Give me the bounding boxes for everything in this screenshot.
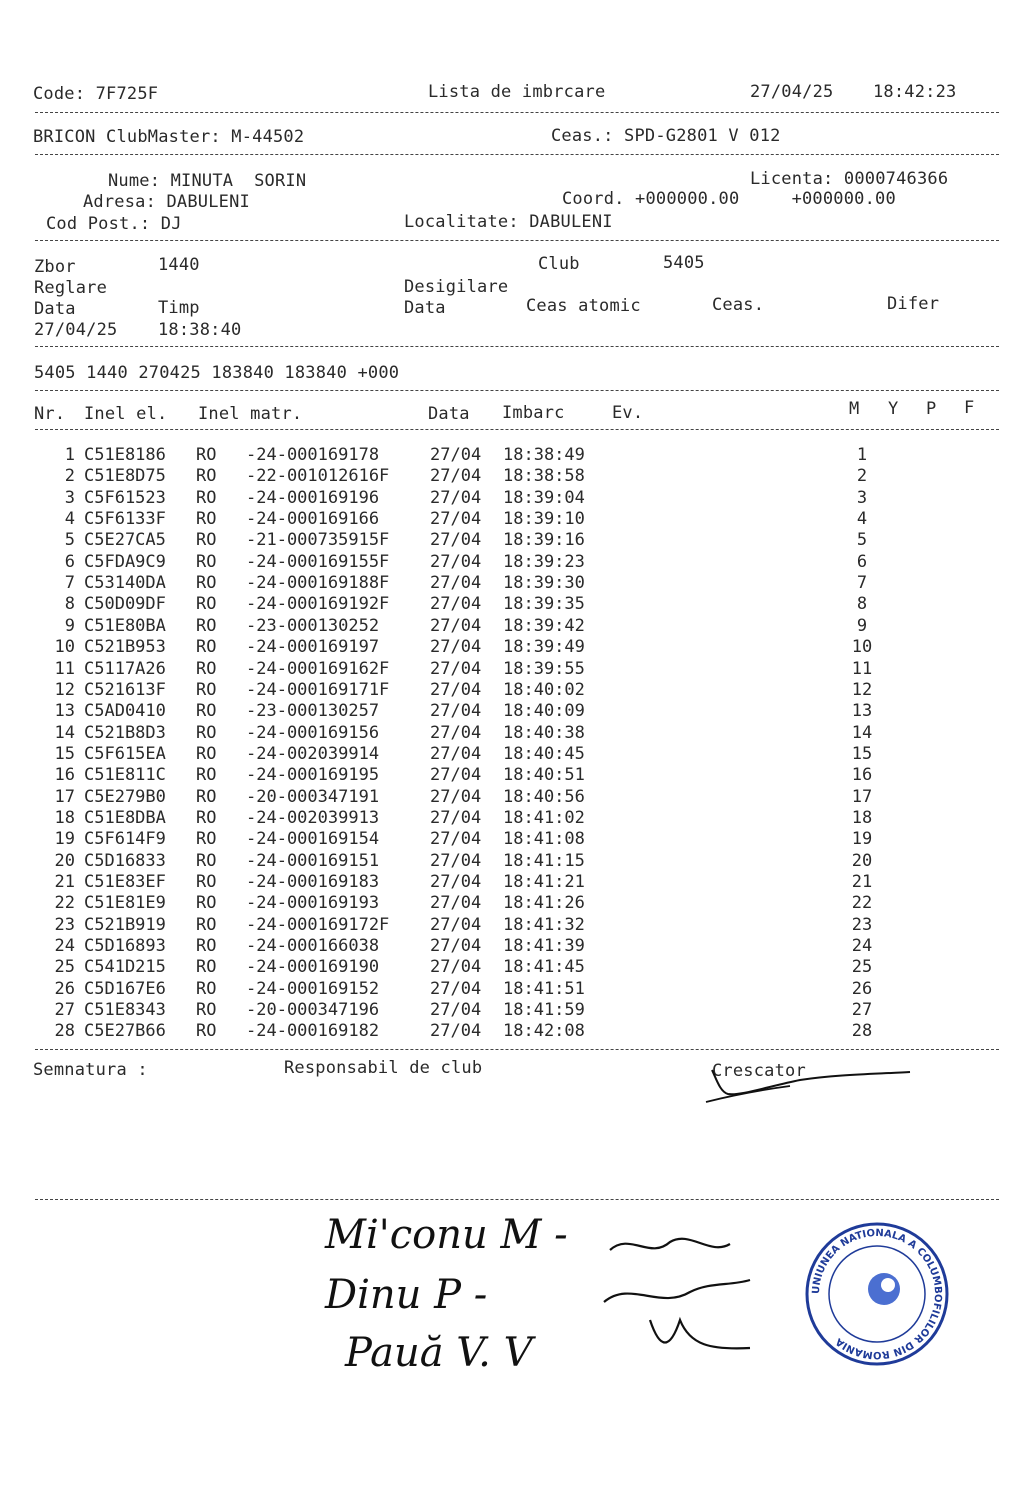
- position-m: 25: [851, 957, 873, 978]
- row-number: 25: [54, 957, 75, 978]
- code-label: Code: 7F725F: [33, 84, 159, 104]
- arrival-time: 18:39:55: [503, 658, 585, 679]
- country-code: RO: [196, 957, 217, 978]
- col-data: Data: [428, 404, 470, 424]
- arrival-time: 18:41:51: [503, 978, 585, 999]
- row-number: 5: [64, 530, 75, 551]
- country-code: RO: [196, 573, 217, 594]
- arrival-date: 27/04: [430, 893, 482, 914]
- position-m: 26: [851, 978, 873, 999]
- arrival-date: 27/04: [430, 1000, 482, 1021]
- arrival-time: 18:38:49: [503, 445, 585, 465]
- position-m: 12: [851, 679, 873, 700]
- ring-number: -24-000169154: [246, 829, 380, 850]
- difference-label: Difer: [887, 294, 940, 314]
- country-code: RO: [196, 807, 217, 828]
- electronic-ring: C51E80BA: [84, 615, 166, 636]
- table-row: [0, 680, 1024, 701]
- col-imbarc: Imbarc: [502, 403, 565, 423]
- owner-locality: Localitate: DABULENI: [404, 212, 613, 232]
- handwritten-line-3: Pauă V. V: [345, 1330, 546, 1376]
- arrival-time: 18:40:38: [503, 722, 585, 743]
- electronic-ring: C5F614F9: [84, 829, 166, 850]
- table-row: [0, 893, 1024, 914]
- table-row: [0, 552, 1024, 573]
- country-code: RO: [196, 743, 217, 764]
- row-number: 26: [54, 978, 75, 999]
- signature-label: Semnatura :: [33, 1060, 148, 1080]
- table-row: [0, 1021, 1024, 1042]
- club-label: Club: [538, 254, 580, 274]
- position-m: 14: [851, 722, 873, 743]
- clock-label: Ceas.: SPD-G2801 V 012: [551, 126, 781, 146]
- position-m: 19: [851, 829, 873, 850]
- ring-number: -24-000169152: [246, 978, 380, 999]
- arrival-date: 27/04: [430, 573, 482, 594]
- summary-line: 5405 1440 270425 183840 183840 +000: [34, 363, 400, 383]
- table-row: [0, 573, 1024, 594]
- electronic-ring: C5F61523: [84, 487, 166, 508]
- position-m: 13: [851, 701, 873, 722]
- ring-number: -24-000169195: [246, 765, 380, 786]
- arrival-date: 27/04: [430, 509, 482, 530]
- country-code: RO: [196, 936, 217, 957]
- position-m: 21: [851, 872, 873, 892]
- desigilare-label: Desigilare: [404, 277, 509, 297]
- row-number: 20: [54, 850, 75, 871]
- row-number: 27: [54, 1000, 75, 1021]
- header-time: 18:42:23: [873, 82, 957, 102]
- position-m: 11: [851, 658, 873, 679]
- table-row: [0, 936, 1024, 957]
- row-number: 1: [64, 445, 75, 465]
- table-row: [0, 872, 1024, 893]
- owner-postcode: Cod Post.: DJ: [46, 214, 182, 234]
- table-row: [0, 915, 1024, 936]
- position-m: 24: [851, 936, 873, 957]
- arrival-date: 27/04: [430, 978, 482, 999]
- table-row: [0, 723, 1024, 744]
- electronic-ring: C521613F: [84, 679, 166, 700]
- arrival-time: 18:41:02: [503, 807, 585, 828]
- electronic-ring: C5E27B66: [84, 1021, 166, 1042]
- ring-number: -23-000130252: [246, 615, 380, 636]
- electronic-ring: C51E81E9: [84, 893, 166, 914]
- row-number: 10: [54, 637, 75, 658]
- ring-number: -24-000169155F: [246, 551, 390, 572]
- ring-number: -24-000169193: [246, 893, 380, 914]
- position-m: 7: [856, 573, 868, 594]
- electronic-ring: C51E8D75: [84, 466, 166, 487]
- timp-label: Timp: [158, 298, 200, 318]
- position-m: 15: [851, 743, 873, 764]
- row-number: 3: [64, 487, 75, 508]
- owner-name: Nume: MINUTA SORIN: [108, 171, 307, 191]
- header-date: 27/04/25: [750, 82, 834, 102]
- row-number: 22: [54, 893, 75, 914]
- table-row: [0, 979, 1024, 1000]
- ring-number: -20-000347196: [246, 1000, 380, 1021]
- row-number: 8: [64, 594, 75, 615]
- ring-number: -24-000169183: [246, 872, 380, 892]
- arrival-date: 27/04: [430, 530, 482, 551]
- clock2-label: Ceas.: [712, 295, 765, 315]
- ring-number: -24-000169196: [246, 487, 380, 508]
- country-code: RO: [196, 701, 217, 722]
- electronic-ring: C5AD0410: [84, 701, 166, 722]
- position-m: 22: [851, 893, 873, 914]
- stamp-text: UNIUNEA NATIONALA A COLUMBOFILILOR DIN ROMANIA: [810, 1227, 944, 1361]
- arrival-date: 27/04: [430, 445, 482, 465]
- electronic-ring: C5D16833: [84, 850, 166, 871]
- country-code: RO: [196, 786, 217, 807]
- arrival-time: 18:39:10: [503, 509, 585, 530]
- data-label: Data: [34, 299, 76, 319]
- table-row: [0, 659, 1024, 680]
- ring-number: -24-000169151: [246, 850, 380, 871]
- ring-number: -24-000169171F: [246, 679, 390, 700]
- arrival-date: 27/04: [430, 701, 482, 722]
- country-code: RO: [196, 445, 217, 465]
- country-code: RO: [196, 829, 217, 850]
- position-m: 10: [851, 637, 873, 658]
- row-number: 19: [54, 829, 75, 850]
- country-code: RO: [196, 872, 217, 892]
- arrival-time: 18:42:08: [503, 1021, 585, 1042]
- col-ev: Ev.: [612, 403, 644, 423]
- ring-number: -22-001012616F: [246, 466, 390, 487]
- position-m: 20: [851, 850, 873, 871]
- arrival-time: 18:39:42: [503, 615, 585, 636]
- electronic-ring: C51E8DBA: [84, 807, 166, 828]
- country-code: RO: [196, 509, 217, 530]
- ring-number: -24-000169172F: [246, 914, 390, 935]
- electronic-ring: C521B953: [84, 637, 166, 658]
- club-responsible-label: Responsabil de club: [284, 1058, 483, 1078]
- position-m: 18: [851, 807, 873, 828]
- arrival-time: 18:40:56: [503, 786, 585, 807]
- arrival-date: 27/04: [430, 637, 482, 658]
- ring-number: -24-000169192F: [246, 594, 390, 615]
- row-number: 11: [54, 658, 75, 679]
- handwritten-line-2: Dinu P -: [325, 1272, 500, 1318]
- electronic-ring: C5F615EA: [84, 743, 166, 764]
- col-y: Y: [888, 399, 899, 419]
- ring-number: -24-000169166: [246, 509, 380, 530]
- country-code: RO: [196, 1021, 217, 1042]
- electronic-ring: C5FDA9C9: [84, 551, 166, 572]
- ring-number: -24-000169197: [246, 637, 380, 658]
- country-code: RO: [196, 1000, 217, 1021]
- row-number: 28: [54, 1021, 75, 1042]
- country-code: RO: [196, 466, 217, 487]
- electronic-ring: C5E279B0: [84, 786, 166, 807]
- row-number: 23: [54, 914, 75, 935]
- arrival-date: 27/04: [430, 765, 482, 786]
- breeder-signature: [700, 1066, 920, 1106]
- table-row: [0, 594, 1024, 615]
- club-value: 5405: [663, 253, 705, 273]
- reglare-time: 18:38:40: [158, 320, 242, 340]
- electronic-ring: C51E811C: [84, 765, 166, 786]
- arrival-time: 18:39:16: [503, 530, 585, 551]
- handwritten-signatures: [600, 1220, 760, 1370]
- country-code: RO: [196, 658, 217, 679]
- flight-label: Zbor: [34, 257, 76, 277]
- arrival-date: 27/04: [430, 487, 482, 508]
- position-m: 6: [856, 551, 868, 572]
- arrival-time: 18:40:09: [503, 701, 585, 722]
- divider: [35, 346, 999, 347]
- position-m: 4: [856, 509, 868, 530]
- arrival-date: 27/04: [430, 466, 482, 487]
- electronic-ring: C541D215: [84, 957, 166, 978]
- data2-label: Data: [404, 298, 446, 318]
- club-stamp: [802, 1219, 952, 1369]
- electronic-ring: C5F6133F: [84, 509, 166, 530]
- arrival-date: 27/04: [430, 615, 482, 636]
- position-m: 27: [851, 1000, 873, 1021]
- ring-number: -24-000169188F: [246, 573, 390, 594]
- table-row: [0, 765, 1024, 786]
- position-m: 5: [856, 530, 868, 551]
- ring-number: -24-002039913: [246, 807, 380, 828]
- row-number: 21: [54, 872, 75, 892]
- ring-number: -23-000130257: [246, 701, 380, 722]
- divider: [35, 240, 999, 241]
- divider: [35, 390, 999, 391]
- ring-number: -24-002039914: [246, 743, 380, 764]
- country-code: RO: [196, 850, 217, 871]
- electronic-ring: C5D167E6: [84, 978, 166, 999]
- arrival-time: 18:41:15: [503, 850, 585, 871]
- country-code: RO: [196, 530, 217, 551]
- table-row: [0, 787, 1024, 808]
- arrival-date: 27/04: [430, 679, 482, 700]
- arrival-date: 27/04: [430, 829, 482, 850]
- arrival-time: 18:40:51: [503, 765, 585, 786]
- arrival-time: 18:39:23: [503, 551, 585, 572]
- table-row: [0, 701, 1024, 722]
- owner-coord: Coord. +000000.00 +000000.00: [562, 189, 896, 209]
- arrival-date: 27/04: [430, 807, 482, 828]
- arrival-time: 18:41:26: [503, 893, 585, 914]
- row-number: 15: [54, 743, 75, 764]
- position-m: 2: [856, 466, 868, 487]
- arrival-date: 27/04: [430, 1021, 482, 1042]
- arrival-time: 18:40:45: [503, 743, 585, 764]
- table-row: [0, 616, 1024, 637]
- arrival-time: 18:41:32: [503, 914, 585, 935]
- row-number: 7: [64, 573, 75, 594]
- electronic-ring: C521B919: [84, 914, 166, 935]
- row-number: 12: [54, 679, 75, 700]
- breeder-label: Crescator: [712, 1061, 806, 1081]
- arrival-date: 27/04: [430, 850, 482, 871]
- col-m: M: [849, 399, 860, 419]
- divider: [35, 1199, 999, 1200]
- divider: [35, 1049, 999, 1050]
- arrival-time: 18:39:04: [503, 487, 585, 508]
- arrival-date: 27/04: [430, 658, 482, 679]
- owner-address: Adresa: DABULENI: [83, 192, 250, 212]
- electronic-ring: C5117A26: [84, 658, 166, 679]
- col-inel-el: Inel el.: [84, 404, 168, 424]
- country-code: RO: [196, 615, 217, 636]
- col-p: P: [926, 399, 937, 419]
- country-code: RO: [196, 487, 217, 508]
- arrival-time: 18:41:45: [503, 957, 585, 978]
- position-m: 28: [851, 1021, 873, 1042]
- ring-number: -24-000169182: [246, 1021, 380, 1042]
- electronic-ring: C51E83EF: [84, 872, 166, 892]
- arrival-date: 27/04: [430, 551, 482, 572]
- table-row: [0, 1000, 1024, 1021]
- col-nr: Nr.: [34, 404, 66, 424]
- electronic-ring: C521B8D3: [84, 722, 166, 743]
- flight-value: 1440: [158, 255, 200, 275]
- row-number: 4: [64, 509, 75, 530]
- electronic-ring: C51E8343: [84, 1000, 166, 1021]
- ring-number: -24-000169178: [246, 445, 380, 465]
- electronic-ring: C50D09DF: [84, 594, 166, 615]
- divider: [35, 154, 999, 155]
- reglare-label: Reglare: [34, 278, 108, 298]
- arrival-date: 27/04: [430, 914, 482, 935]
- row-number: 9: [64, 615, 75, 636]
- ring-number: -21-000735915F: [246, 530, 390, 551]
- arrival-time: 18:39:30: [503, 573, 585, 594]
- table-row: [0, 957, 1024, 978]
- country-code: RO: [196, 893, 217, 914]
- table-row: [0, 744, 1024, 765]
- table-row: [0, 851, 1024, 872]
- electronic-ring: C5D16893: [84, 936, 166, 957]
- country-code: RO: [196, 914, 217, 935]
- row-number: 2: [64, 466, 75, 487]
- position-m: 16: [851, 765, 873, 786]
- arrival-time: 18:41:59: [503, 1000, 585, 1021]
- arrival-date: 27/04: [430, 743, 482, 764]
- position-m: 1: [856, 445, 868, 465]
- ring-number: -24-000169190: [246, 957, 380, 978]
- handwritten-line-1: Mi'conu M -: [325, 1212, 581, 1258]
- electronic-ring: C51E8186: [84, 445, 166, 465]
- position-m: 23: [851, 914, 873, 935]
- row-number: 13: [54, 701, 75, 722]
- table-row: [0, 509, 1024, 530]
- ring-number: -24-000169156: [246, 722, 380, 743]
- arrival-date: 27/04: [430, 722, 482, 743]
- clubmaster-label: BRICON ClubMaster: M-44502: [33, 127, 305, 147]
- arrival-time: 18:41:08: [503, 829, 585, 850]
- arrival-date: 27/04: [430, 594, 482, 615]
- row-number: 16: [54, 765, 75, 786]
- document-title: Lista de imbrcare: [428, 82, 606, 102]
- table-row: [0, 637, 1024, 658]
- electronic-ring: C53140DA: [84, 573, 166, 594]
- divider: [35, 429, 999, 430]
- position-m: 17: [851, 786, 873, 807]
- table-row: [0, 530, 1024, 551]
- country-code: RO: [196, 722, 217, 743]
- col-f: F: [964, 398, 975, 418]
- arrival-time: 18:41:39: [503, 936, 585, 957]
- table-row: [0, 445, 1024, 466]
- divider: [35, 112, 999, 113]
- arrival-time: 18:38:58: [503, 466, 585, 487]
- arrival-time: 18:39:49: [503, 637, 585, 658]
- ring-number: -24-000166038: [246, 936, 380, 957]
- country-code: RO: [196, 765, 217, 786]
- country-code: RO: [196, 594, 217, 615]
- table-row: [0, 808, 1024, 829]
- arrival-date: 27/04: [430, 786, 482, 807]
- row-number: 17: [54, 786, 75, 807]
- country-code: RO: [196, 637, 217, 658]
- position-m: 9: [856, 615, 868, 636]
- row-number: 18: [54, 807, 75, 828]
- arrival-date: 27/04: [430, 957, 482, 978]
- country-code: RO: [196, 551, 217, 572]
- ring-number: -20-000347191: [246, 786, 380, 807]
- owner-license: Licenta: 0000746366: [750, 169, 949, 189]
- col-inel-matr: Inel matr.: [198, 404, 303, 424]
- row-number: 24: [54, 936, 75, 957]
- electronic-ring: C5E27CA5: [84, 530, 166, 551]
- position-m: 3: [856, 487, 868, 508]
- arrival-date: 27/04: [430, 872, 482, 892]
- arrival-time: 18:39:35: [503, 594, 585, 615]
- ring-number: -24-000169162F: [246, 658, 390, 679]
- table-row: [0, 466, 1024, 487]
- country-code: RO: [196, 679, 217, 700]
- table-row: [0, 829, 1024, 850]
- atomic-clock-label: Ceas atomic: [526, 296, 641, 316]
- country-code: RO: [196, 978, 217, 999]
- row-number: 14: [54, 722, 75, 743]
- arrival-date: 27/04: [430, 936, 482, 957]
- row-number: 6: [64, 551, 75, 572]
- arrival-time: 18:40:02: [503, 679, 585, 700]
- table-row: [0, 488, 1024, 509]
- position-m: 8: [856, 594, 868, 615]
- reglare-date: 27/04/25: [34, 320, 118, 340]
- arrival-time: 18:41:21: [503, 872, 585, 892]
